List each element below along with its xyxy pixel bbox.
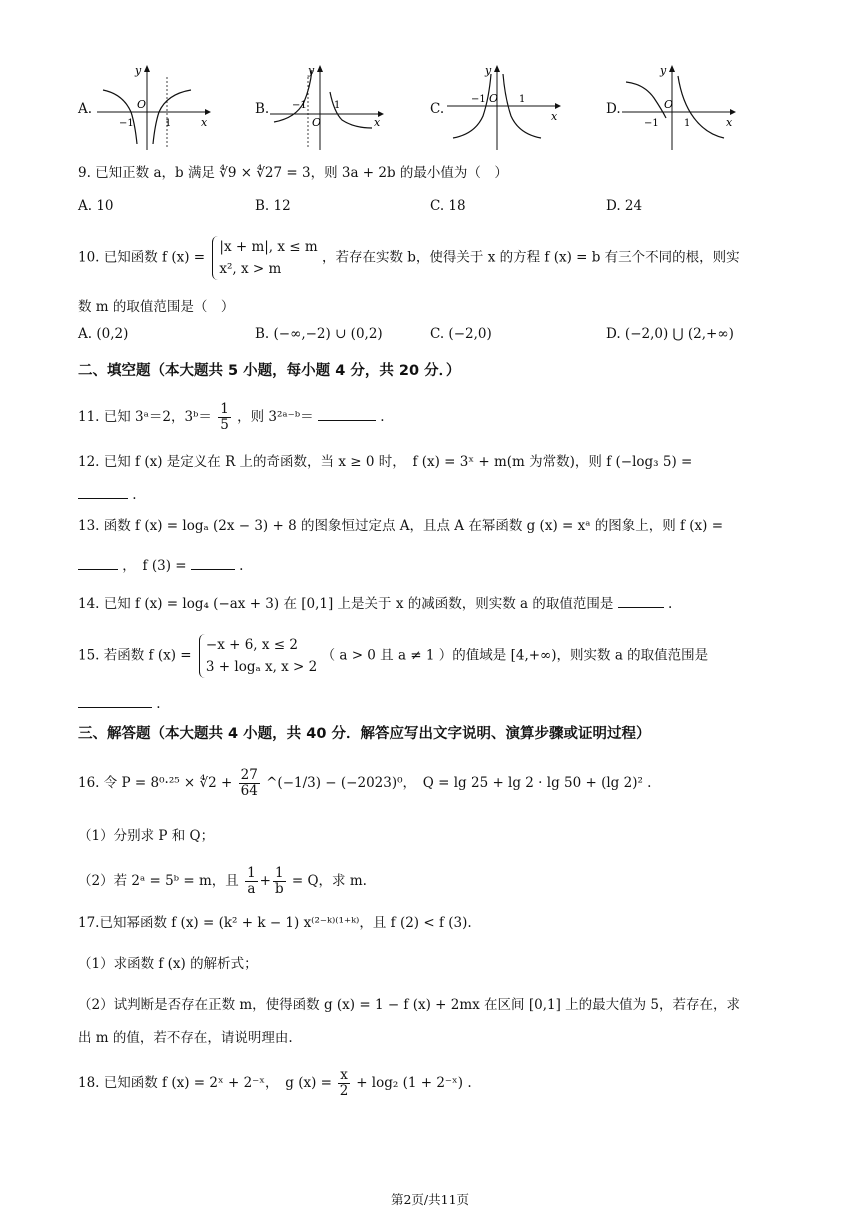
q15-post: （ a > 0 且 a ≠ 1 ）的值域是 [4,+∞)，则实数 a 的取值范围是 bbox=[321, 647, 709, 664]
q8c-neg-one: −1 bbox=[471, 94, 486, 105]
q18-frac-den: 2 bbox=[339, 1083, 349, 1099]
q10-piecewise bbox=[212, 236, 317, 280]
q16-part2-post: = Q，求 m. bbox=[291, 873, 367, 889]
q8d-neg-one: −1 bbox=[644, 118, 659, 129]
q10-option-a: A. (0,2) bbox=[78, 326, 129, 342]
q9-option-c: C. 18 bbox=[430, 198, 466, 214]
q8a-y-label: y bbox=[135, 64, 142, 77]
q8d-one: 1 bbox=[684, 118, 691, 129]
q8a-one: 1 bbox=[165, 118, 172, 129]
q12-line2 bbox=[78, 484, 137, 505]
q13-mid: ， f (3) = bbox=[122, 558, 187, 574]
q8c-one: 1 bbox=[519, 94, 526, 105]
q11-fraction bbox=[218, 402, 231, 433]
section-2-heading: 二、填空题（本大题共 5 小题，每小题 4 分，共 20 分．） bbox=[78, 363, 461, 379]
q18-post: + log₂ (1 + 2⁻ˣ) . bbox=[356, 1075, 472, 1091]
q16-post: ^(−1/3) − (−2023)⁰， Q = lg 25 + lg 2 · lg 50 + (lg 2)² . bbox=[266, 775, 652, 791]
q13-end: . bbox=[239, 558, 244, 574]
q9-option-d: D. 24 bbox=[606, 198, 643, 214]
q18-pre: 18. 已知函数 f (x) = 2ˣ + 2⁻ˣ， g (x) = bbox=[78, 1075, 332, 1091]
section-3-heading: 三、解答题（本大题共 4 小题，共 40 分．解答应写出文字说明、演算步骤或证明过程） bbox=[78, 726, 651, 742]
q8c-origin: O bbox=[489, 92, 499, 105]
q8b-x-label: x bbox=[374, 116, 381, 129]
q10-case-2: x², x > m bbox=[219, 261, 282, 277]
q8c-x-label: x bbox=[551, 110, 558, 123]
q15-pre: 15. 若函数 f (x) = bbox=[78, 647, 192, 664]
q16-fraction bbox=[239, 768, 260, 799]
q8d-origin: O bbox=[664, 98, 674, 111]
q16-part1: （1）分别求 P 和 Q； bbox=[78, 828, 215, 844]
q17-stem: 17.已知幂函数 f (x) = (k² + k − 1) x⁽²⁻ᵏ⁾⁽¹⁺ᵏ⁾，且 f (2) < f (3). bbox=[78, 915, 472, 931]
q8d-y-label: y bbox=[660, 64, 667, 77]
q8-option-b-label: B. bbox=[255, 101, 270, 117]
q16-frac-a bbox=[245, 866, 258, 897]
q10-stem-post: ，若存在实数 b，使得关于 x 的方程 f (x) = b 有三个不同的根，则实 bbox=[321, 249, 740, 266]
q15-end: . bbox=[156, 696, 161, 712]
q10-option-b: B. (−∞,−2) ∪ (0,2) bbox=[255, 326, 383, 342]
q18-fraction bbox=[338, 1068, 350, 1099]
q16-frac-a-den: a bbox=[247, 881, 256, 897]
q8a-x-label: x bbox=[201, 116, 208, 129]
q8-option-c-label: C. bbox=[430, 101, 445, 117]
q11-end: . bbox=[380, 409, 385, 425]
q8-graph-b bbox=[268, 62, 388, 152]
q15-case-1: −x + 6, x ≤ 2 bbox=[205, 637, 298, 653]
q13-line2 bbox=[78, 555, 243, 576]
q16-frac-num: 27 bbox=[240, 767, 258, 783]
q10-option-c: C. (−2,0) bbox=[430, 326, 492, 342]
q8c-y-label: y bbox=[485, 64, 492, 77]
q8-option-a-label: A. bbox=[78, 101, 93, 117]
q17-part2-line1: （2）试判断是否存在正数 m，使得函数 g (x) = 1 − f (x) + 2mx 在区间 [0,1] 上的最大值为 5，若存在，求 bbox=[78, 997, 741, 1013]
q16 bbox=[78, 768, 651, 799]
q8-option-d-label: D. bbox=[606, 101, 621, 117]
q16-frac-a-num: 1 bbox=[247, 865, 256, 881]
q8b-one: 1 bbox=[334, 100, 341, 111]
q8-graph-c bbox=[445, 62, 565, 152]
q13-answer-blank-2[interactable] bbox=[191, 555, 235, 570]
q11-answer-blank[interactable] bbox=[318, 406, 376, 421]
q11 bbox=[78, 402, 385, 433]
q16-frac-b-den: b bbox=[274, 881, 284, 897]
page-footer: 第2页/共11页 bbox=[390, 1192, 470, 1207]
q8b-y-label: y bbox=[308, 64, 315, 77]
q16-frac-den: 64 bbox=[240, 783, 258, 799]
q10-stem-line2: 数 m 的取值范围是（ ） bbox=[78, 299, 235, 315]
q16-part2-pre: （2）若 2ᵃ = 5ᵇ = m，且 bbox=[78, 873, 239, 889]
q11-post: ，则 3²ᵃ⁻ᵇ＝ bbox=[237, 409, 314, 425]
q10-case-1: |x + m|, x ≤ m bbox=[219, 239, 318, 255]
q18 bbox=[78, 1068, 472, 1099]
q11-frac-num: 1 bbox=[220, 401, 229, 417]
q12-end: . bbox=[132, 487, 137, 503]
q9-option-b: B. 12 bbox=[255, 198, 291, 214]
q8a-neg-one: −1 bbox=[119, 118, 134, 129]
q15-line2 bbox=[78, 693, 161, 714]
q14-end: . bbox=[667, 596, 673, 612]
q15-piecewise bbox=[199, 634, 317, 678]
q8b-origin: O bbox=[312, 116, 322, 129]
q9-stem: 9. 已知正数 a，b 满足 ∜9 × ∜27 = 3，则 3a + 2b 的最小值为（ ） bbox=[78, 165, 508, 181]
q12-answer-blank[interactable] bbox=[78, 484, 128, 499]
q8-graph-a bbox=[95, 62, 215, 152]
q15-case-2: 3 + logₐ x, x > 2 bbox=[205, 659, 318, 675]
q13-line1: 13. 函数 f (x) = logₐ (2x − 3) + 8 的图象恒过定点 A，且点 A 在幂函数 g (x) = xᵃ 的图象上，则 f (x) = bbox=[78, 518, 724, 534]
q17-part1: （1）求函数 f (x) 的解析式； bbox=[78, 956, 258, 972]
q15 bbox=[78, 634, 708, 678]
q16-frac-b bbox=[273, 866, 286, 897]
q8a-origin: O bbox=[137, 98, 147, 111]
q11-frac-den: 5 bbox=[220, 417, 229, 433]
q11-pre: 11. 已知 3ᵃ＝2，3ᵇ＝ bbox=[78, 409, 212, 425]
q16-part2: （2）若 2ᵃ = 5ᵇ = m，且 $\frac{1}{a}$ + $\frac{1}{b}$ = Q，求 m. bbox=[78, 865, 367, 897]
q16-frac-b-num: 1 bbox=[274, 865, 284, 881]
q8-graph-d bbox=[620, 62, 740, 152]
q14 bbox=[78, 593, 672, 614]
q10-stem bbox=[78, 236, 740, 280]
q15-answer-blank[interactable] bbox=[78, 693, 152, 708]
q12-line1: 12. 已知 f (x) 是定义在 R 上的奇函数，当 x ≥ 0 时， f (x) = 3ˣ + m(m 为常数)，则 f (−log₃ 5) = bbox=[78, 454, 693, 470]
q10-option-d: D. (−2,0) ⋃ (2,+∞) bbox=[606, 326, 734, 342]
q18-frac-num: x bbox=[340, 1067, 348, 1083]
q9-option-a: A. 10 bbox=[78, 198, 114, 214]
q8b-neg-one: −1 bbox=[292, 100, 307, 111]
q14-pre: 14. 已知 f (x) = log₄ (−ax + 3) 在 [0,1] 上是关于 x 的减函数，则实数 a 的取值范围是 bbox=[78, 596, 614, 612]
q14-answer-blank[interactable] bbox=[618, 593, 664, 608]
q8d-x-label: x bbox=[726, 116, 733, 129]
q10-stem-pre: 10. 已知函数 f (x) = bbox=[78, 249, 206, 266]
q16-pre: 16. 令 P = 8⁰·²⁵ × ∜2 + bbox=[78, 775, 233, 791]
q13-answer-blank-1[interactable] bbox=[78, 555, 118, 570]
q17-part2-line2: 出 m 的值，若不存在，请说明理由. bbox=[78, 1030, 293, 1046]
